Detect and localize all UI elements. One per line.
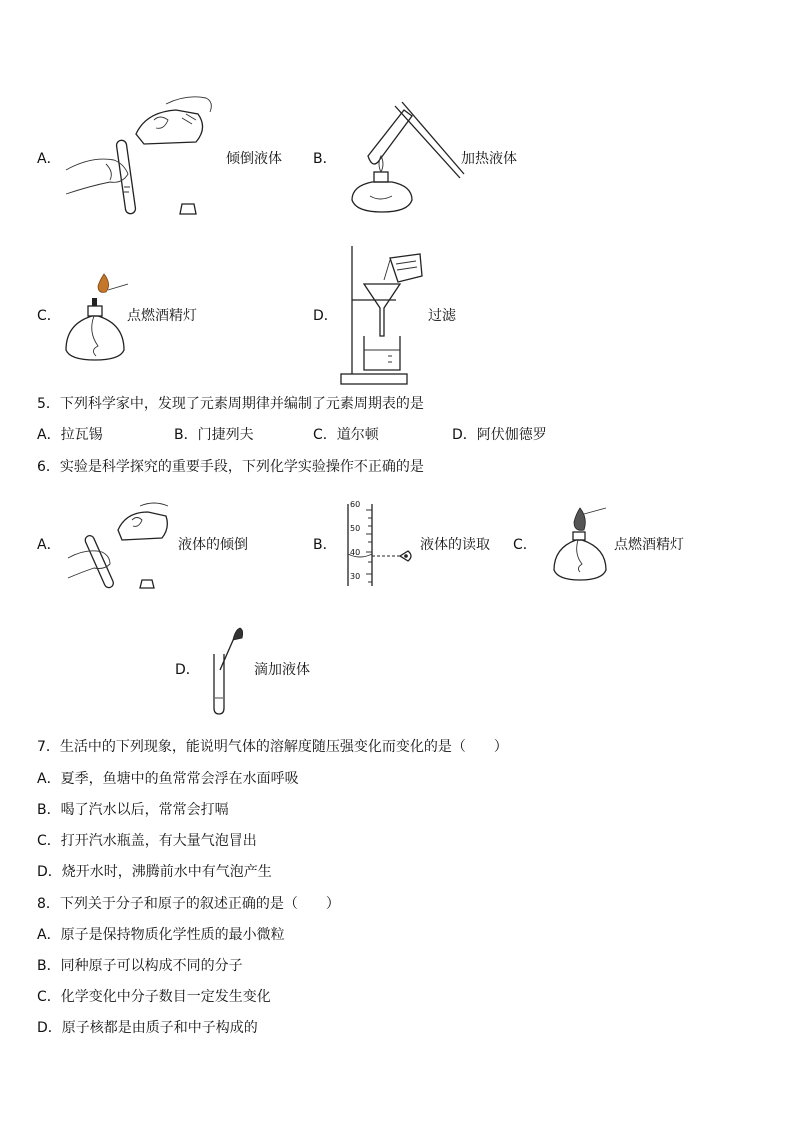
- q6-option-c-letter: C．: [513, 537, 537, 553]
- alcohol-lamp-lit-illustration: [550, 504, 612, 588]
- q7-stem: 7．生活中的下列现象，能说明气体的溶解度随压强变化而变化的是（ ）: [37, 739, 508, 755]
- q8-option-b: B．同种原子可以构成不同的分子: [37, 958, 243, 974]
- q6-option-b-letter: B．: [313, 537, 337, 553]
- q7-option-a: A．夏季，鱼塘中的鱼常常会浮在水面呼吸: [37, 771, 299, 787]
- heating-liquid-illustration: [340, 96, 465, 224]
- q8-option-c: C．化学变化中分子数目一定发生变化: [37, 989, 271, 1005]
- q6-option-d-label: 滴加液体: [254, 662, 310, 678]
- cylinder-tick-50: 50: [350, 524, 361, 533]
- q4-option-d-letter: D．: [313, 308, 338, 324]
- q5-option-d: D．阿伏伽德罗: [452, 427, 547, 443]
- graduated-cylinder-reading-illustration: [336, 500, 426, 594]
- q4-option-a-label: 倾倒液体: [226, 151, 282, 167]
- q6-stem: 6．实验是科学探究的重要手段，下列化学实验操作不正确的是: [37, 459, 424, 475]
- q7-option-b: B．喝了汽水以后，常常会打嗝: [37, 802, 229, 818]
- q5-option-c: C．道尔顿: [313, 427, 379, 443]
- q4-option-c-label: 点燃酒精灯: [127, 308, 197, 324]
- dropping-liquid-illustration: [208, 626, 248, 720]
- lighting-alcohol-lamp-illustration: [62, 272, 132, 368]
- q4-option-c-letter: C．: [37, 308, 61, 324]
- q4-option-b-label: 加热液体: [461, 151, 517, 167]
- cylinder-tick-40: 40: [350, 548, 361, 557]
- q8-stem: 8．下列关于分子和原子的叙述正确的是（ ）: [37, 896, 340, 912]
- q8-option-d: D．原子核都是由质子和中子构成的: [37, 1020, 258, 1036]
- q4-option-b-letter: B．: [313, 151, 337, 167]
- cylinder-tick-60: 60: [350, 500, 361, 509]
- q5-stem: 5．下列科学家中，发现了元素周期律并编制了元素周期表的是: [37, 396, 424, 412]
- q6-option-b-label: 液体的读取: [420, 537, 490, 553]
- q5-option-a: A．拉瓦锡: [37, 427, 103, 443]
- q6-option-d-letter: D．: [175, 662, 200, 678]
- cylinder-tick-30: 30: [350, 572, 361, 581]
- q6-option-a-letter: A．: [37, 537, 61, 553]
- q4-option-a-letter: A．: [37, 151, 61, 167]
- q4-option-d-label: 过滤: [428, 308, 456, 324]
- q7-option-d: D．烧开水时，沸腾前水中有气泡产生: [37, 864, 272, 880]
- liquid-pouring-illustration: [68, 500, 172, 600]
- q5-option-b: B．门捷列夫: [174, 427, 254, 443]
- q6-option-c-label: 点燃酒精灯: [614, 537, 684, 553]
- q6-option-a-label: 液体的倾倒: [178, 537, 248, 553]
- q8-option-a: A．原子是保持物质化学性质的最小微粒: [37, 927, 285, 943]
- q7-option-c: C．打开汽水瓶盖，有大量气泡冒出: [37, 833, 257, 849]
- filtration-illustration: [338, 244, 438, 392]
- pouring-liquid-illustration: [66, 92, 216, 226]
